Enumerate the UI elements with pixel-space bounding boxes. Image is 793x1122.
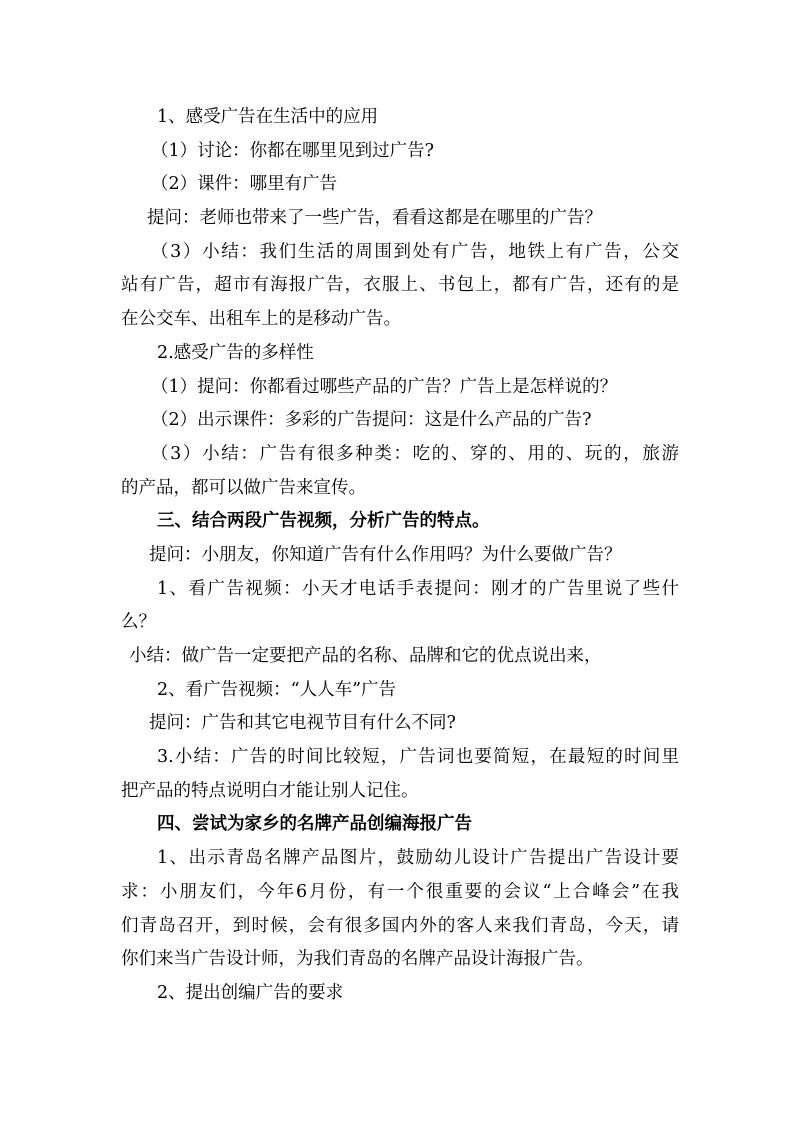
- section-heading-bold: 四、尝试为家乡的名牌产品创编海报广告: [157, 814, 472, 835]
- paragraph-line: 1、看广告视频：小天才电话手表提问：刚才的广告里说了些什: [157, 578, 679, 599]
- paragraph-line: 么？: [121, 612, 156, 633]
- paragraph-line: （2）出示课件：多彩的广告提问：这是什么产品的广告?: [151, 410, 592, 431]
- paragraph-line: （1）提问：你都看过哪些产品的广告？广告上是怎样说的？: [151, 376, 618, 397]
- paragraph-line: 2、看广告视频：“人人车”广告: [157, 679, 397, 700]
- paragraph-line: 提问：小朋友，你知道广告有什么作用吗？为什么要做广告？: [149, 544, 622, 565]
- paragraph-line: （3）小结：我们生活的周围到处有广告，地铁上有广告，公交: [151, 241, 679, 262]
- paragraph-line: 3.小结：广告的时间比较短，广告词也要简短，在最短的时间里: [157, 747, 679, 768]
- paragraph-line: 在公交车、出租车上的是移动广告。: [121, 309, 401, 330]
- paragraph-line: 求：小朋友们，今年6月份，有一个很重要的会议“上合峰会”在我: [121, 881, 679, 902]
- paragraph-line: 你们来当广告设计师，为我们青岛的名牌产品设计海报广告。: [121, 949, 594, 970]
- paragraph-line: 小结：做广告一定要把产品的名称、品牌和它的优点说出来，: [129, 646, 602, 666]
- paragraph-line: 们青岛召开，到时候，会有很多国内外的客人来我们青岛，今天，请: [121, 915, 679, 936]
- paragraph-line: （1）讨论：你都在哪里见到过广告?: [151, 140, 435, 161]
- paragraph-line: 把产品的特点说明白才能让别人记住。: [121, 780, 419, 801]
- paragraph-line: 的产品，都可以做广告来宣传。: [121, 477, 366, 498]
- document-body: [121, 101, 679, 1011]
- paragraph-line: 1、出示青岛名牌产品图片，鼓励幼儿设计广告提出广告设计要: [157, 848, 679, 869]
- section-heading: 2.感受广告的多样性: [157, 342, 314, 363]
- paragraph-line: 提问：老师也带来了一些广告，看看这都是在哪里的广告？: [147, 208, 602, 229]
- section-heading-bold: 三、结合两段广告视频，分析广告的特点。: [157, 511, 490, 532]
- paragraph-line: （3）小结：广告有很多种类：吃的、穿的、用的、玩的，旅游: [151, 443, 679, 464]
- paragraph-line: （2）课件：哪里有广告: [151, 174, 338, 195]
- section-heading: 1、感受广告在生活中的应用: [157, 107, 379, 127]
- paragraph-line: 站有广告，超市有海报广告，衣服上、书包上，都有广告，还有的是: [121, 275, 679, 296]
- paragraph-line: 2、提出创编广告的要求: [157, 982, 344, 1003]
- paragraph-line: 提问：广告和其它电视节目有什么不同?: [149, 713, 456, 734]
